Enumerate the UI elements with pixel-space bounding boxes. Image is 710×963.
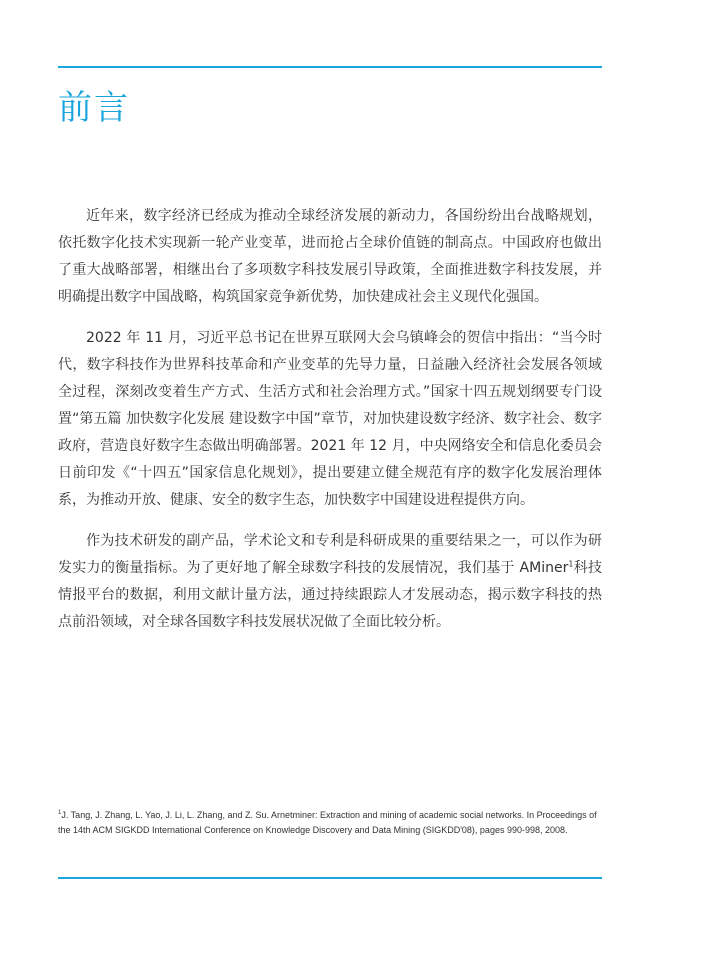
paragraph-2: 2022 年 11 月，习近平总书记在世界互联网大会乌镇峰会的贺信中指出：“当今时代，数字科技作为世界科技革命和产业变革的先导力量，日益融入经济社会发展各领域全过程，深刻改变着生产方式、生活方式和社会治理方式。”国家十四五规划纲要专门设置“第五篇 加快数字化发展 建设数字中国”章节，对加快建设数字经济、数字社会、数字政府，营造良好数字生态做出明确部署。2021 年 12 月，中央网络安全和信息化委员会日前印发《“十四五”国家信息化规划》，提出要建立健全规范有序的数字化发展治理体系，为推动开放、健康、安全的数字生态，加快数字中国建设进程提供方向。 bbox=[58, 330, 602, 508]
footnote-reference[interactable]: 1 bbox=[568, 559, 574, 569]
bottom-divider bbox=[58, 877, 602, 879]
paragraph-1: 近年来，数字经济已经成为推动全球经济发展的新动力，各国纷纷出台战略规划，依托数字化技术实现新一轮产业变革，进而抢占全球价值链的制高点。中国政府也做出了重大战略部署，相继出台了多项数字科技发展引导政策，全面推进数字科技发展，并明确提出数字中国战略，构筑国家竞争新优势，加快建成社会主义现代化强国。 bbox=[58, 208, 602, 305]
paragraph-3-text-before: 作为技术研发的副产品，学术论文和专利是科研成果的重要结果之一，可以作为研发实力的衡量指标。为了更好地了解全球数字科技的发展情况，我们基于 AMiner bbox=[58, 533, 602, 576]
body-text bbox=[58, 203, 602, 650]
footnote bbox=[58, 808, 606, 838]
footnote-text: J. Tang, J. Zhang, L. Yao, J. Li, L. Zhang, and Z. Su. Arnetminer: Extraction and mining of academic social networks. In Proceedings of the 14th ACM SIGKDD International Conference on Knowledge Discovery and Data Mining (SIGKDD'08), pages 990-998, 2008. bbox=[58, 810, 597, 835]
top-divider bbox=[58, 66, 602, 68]
page-title: 前言 bbox=[58, 88, 130, 128]
paragraph-3 bbox=[58, 528, 602, 636]
footnote-marker: 1 bbox=[58, 810, 62, 816]
paragraph-3-text-after: 科技情报平台的数据，利用文献计量方法，通过持续跟踪人才发展动态，揭示数字科技的热点前沿领域，对全球各国数字科技发展状况做了全面比较分析。 bbox=[58, 560, 602, 630]
